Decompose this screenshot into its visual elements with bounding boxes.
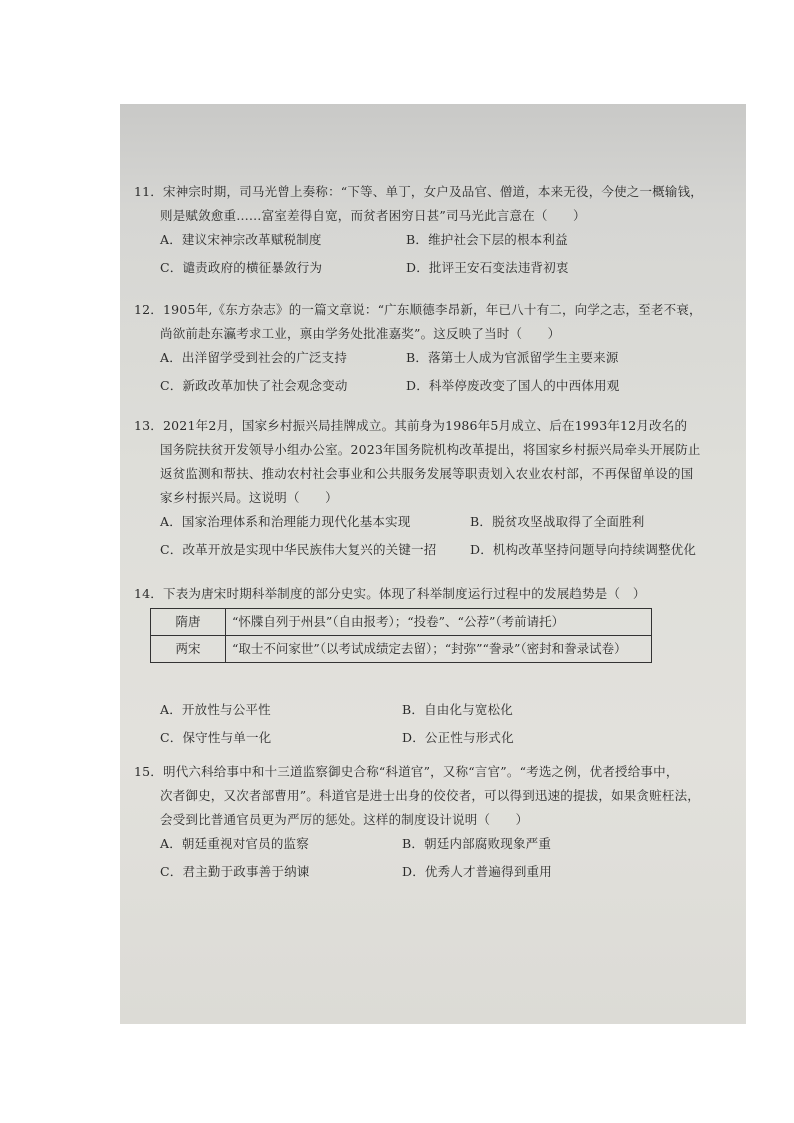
- option-row: [134, 228, 734, 256]
- option-d[interactable]: D．科举停废改变了国人的中西体用观: [406, 378, 620, 393]
- option-b[interactable]: B．自由化与宽松化: [402, 702, 513, 717]
- question-15: [134, 760, 734, 888]
- question-13: [134, 414, 734, 566]
- question-stem-line: 尚欲前赴东瀛考求工业，禀由学务处批准嘉奖”。这反映了当时（ ）: [160, 326, 561, 341]
- option-row: [134, 832, 734, 860]
- option-c[interactable]: C．君主勤于政事善于纳谏: [160, 864, 310, 879]
- question-stem-line: 会受到比普通官员更为严厉的惩处。这样的制度设计说明（ ）: [160, 812, 529, 827]
- option-c[interactable]: C．保守性与单一化: [160, 730, 272, 745]
- option-b[interactable]: B．落第士人成为官派留学生主要来源: [406, 350, 619, 365]
- table-era-cell: 隋唐: [151, 609, 226, 636]
- option-row: [134, 256, 734, 284]
- scanned-exam-page: [120, 104, 746, 1024]
- option-a[interactable]: A．朝廷重视对官员的监察: [160, 836, 309, 851]
- option-c[interactable]: C．新政改革加快了社会观念变动: [160, 378, 348, 393]
- question-stem-line: 11．宋神宗时期，司马光曾上奏称：“下等、单丁，女户及品官、僧道，本来无役，今使之一概输钱，: [134, 184, 703, 199]
- option-d[interactable]: D．公正性与形式化: [402, 730, 514, 745]
- question-stem-line: 次者御史，又次者部曹用”。科道官是进士出身的佼佼者，可以得到迅速的提拔，如果贪赃枉法，: [160, 788, 700, 803]
- option-a[interactable]: A．国家治理体系和治理能力现代化基本实现: [160, 514, 411, 529]
- option-d[interactable]: D．机构改革坚持问题导向持续调整优化: [470, 542, 697, 557]
- page-edge-shadow: [736, 104, 746, 1024]
- option-row: [134, 698, 734, 726]
- option-a[interactable]: A．开放性与公平性: [160, 702, 271, 717]
- option-row: [134, 346, 734, 374]
- option-b[interactable]: B．脱贫攻坚战取得了全面胜利: [470, 514, 645, 529]
- option-c[interactable]: C．谴责政府的横征暴敛行为: [160, 260, 323, 275]
- question-stem-line: 14．下表为唐宋时期科举制度的部分史实。体现了科举制度运行过程中的发展趋势是（ ）: [134, 586, 646, 601]
- option-row: [134, 726, 734, 754]
- question-stem-line: 国务院扶贫开发领导小组办公室。2023年国务院机构改革提出，将国家乡村振兴局牵头开展防止: [160, 442, 701, 457]
- option-c[interactable]: C．改革开放是实现中华民族伟大复兴的关键一招: [160, 542, 437, 557]
- question-14: [134, 582, 734, 606]
- option-row: [134, 374, 734, 402]
- question-12: [134, 298, 734, 402]
- table-row: [151, 636, 652, 663]
- option-a[interactable]: A．建议宋神宗改革赋税制度: [160, 232, 322, 247]
- question-stem-line: 家乡村振兴局。这说明（ ）: [160, 490, 338, 505]
- option-b[interactable]: B．朝廷内部腐败现象严重: [402, 836, 552, 851]
- history-facts-table: [150, 608, 652, 663]
- table-fact-cell: “怀牒自列于州县”（自由报考）；“投卷”、“公荐”（考前请托）: [226, 609, 652, 636]
- table-row: [151, 609, 652, 636]
- question-stem-line: 返贫监测和帮扶、推动农村社会事业和公共服务发展等职责划入农业农村部，不再保留单设的国: [160, 466, 694, 481]
- option-d[interactable]: D．优秀人才普遍得到重用: [402, 864, 552, 879]
- question-14-options: [134, 698, 734, 754]
- table-fact-cell: “取士不问家世”（以考试成绩定去留）；“封弥”“誊录”（密封和誊录试卷）: [226, 636, 652, 663]
- question-stem-line: 13．2021年2月，国家乡村振兴局挂牌成立。其前身为1986年5月成立、后在1993年12月改名的: [134, 418, 688, 433]
- table-era-cell: 两宋: [151, 636, 226, 663]
- option-row: [134, 538, 734, 566]
- option-row: [134, 510, 734, 538]
- option-d[interactable]: D．批评王安石变法违背初衷: [406, 260, 569, 275]
- option-row: [134, 860, 734, 888]
- question-stem-line: 12．1905年,《东方杂志》的一篇文章说：“广东顺德李昂新，年已八十有二，向学之志，至老不衰，: [134, 302, 702, 317]
- question-stem-line: 15．明代六科给事中和十三道监察御史合称“科道官”，又称“言官”。“考选之例，优者授给事中，: [134, 764, 679, 779]
- option-b[interactable]: B．维护社会下层的根本利益: [406, 232, 568, 247]
- question-11: [134, 180, 734, 284]
- question-stem-line: 则是赋敛愈重……富室差得自宽，而贫者困穷日甚”司马光此言意在（ ）: [160, 208, 586, 223]
- option-a[interactable]: A．出洋留学受到社会的广泛支持: [160, 350, 348, 365]
